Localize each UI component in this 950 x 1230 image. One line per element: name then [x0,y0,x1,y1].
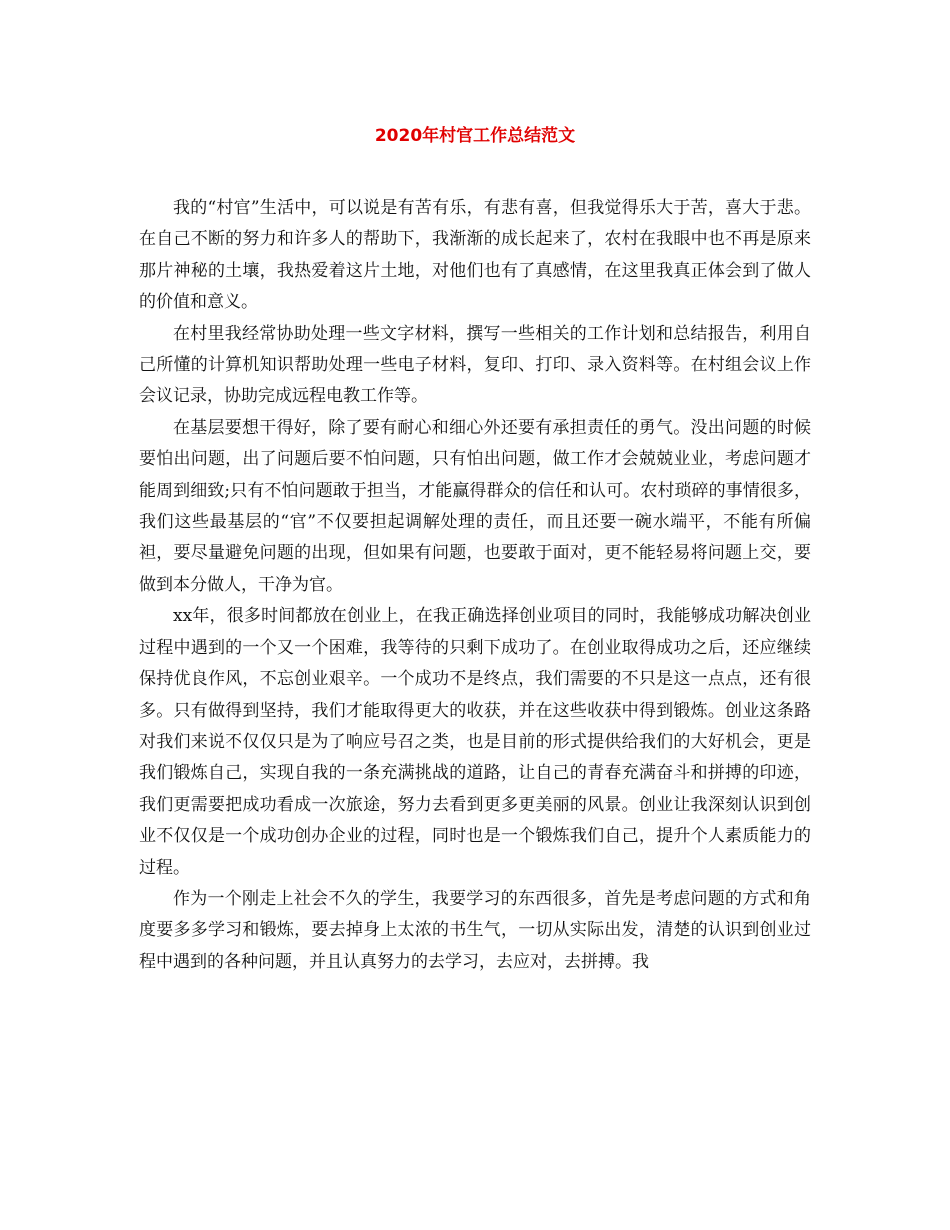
document-body [139,193,811,978]
paragraph-2: 在村里我经常协助处理一些文字材料，撰写一些相关的工作计划和总结报告，利用自己所懂的计算机知识帮助处理一些电子材料，复印、打印、录入资料等。在村组会议上作会议记录，协助完成远程电教工作等。 [139,323,811,407]
paragraph-1: 我的“村官”生活中，可以说是有苦有乐，有悲有喜，但我觉得乐大于苦，喜大于悲。在自己不断的努力和许多人的帮助下，我渐渐的成长起来了，农村在我眼中也不再是原来那片神秘的土壤，我热爱着这片土地，对他们也有了真感情，在这里我真正体会到了做人的价值和意义。 [139,198,811,313]
page-title: 2020年村官工作总结范文 [374,126,576,146]
paragraph-4: xx年，很多时间都放在创业上，在我正确选择创业项目的同时，我能够成功解决创业过程中遇到的一个又一个困难，我等待的只剩下成功了。在创业取得成功之后，还应继续保持优良作风，不忘创业艰辛。一个成功不是终点，我们需要的不只是这一点点，还有很多。只有做得到坚持，我们才能取得更大的收获，并在这些收获中得到锻炼。创业这条路对我们来说不仅仅只是为了响应号召之类，也是目前的形式提供给我们的大好机会，更是我们锻炼自己，实现自我的一条充满挑战的道路，让自己的青春充满奋斗和拼搏的印迹，我们更需要把成功看成一次旅途，努力去看到更多更美丽的风景。创业让我深刻认识到创业不仅仅是一个成功创办企业的过程，同时也是一个锻炼我们自己，提升个人素质能力的过程。 [139,606,811,878]
paragraph-3: 在基层要想干得好，除了要有耐心和细心外还要有承担责任的勇气。没出问题的时候要怕出问题，出了问题后要不怕问题，只有怕出问题，做工作才会兢兢业业，考虑问题才能周到细致;只有不怕问题敢于担当，才能赢得群众的信任和认可。农村琐碎的事情很多，我们这些最基层的“官”不仅要担起调解处理的责任，而且还要一碗水端平，不能有所偏袒，要尽量避免问题的出现，但如果有问题，也要敢于面对，更不能轻易将问题上交，要做到本分做人，干净为官。 [139,417,811,595]
paragraph-5: 作为一个刚走上社会不久的学生，我要学习的东西很多，首先是考虑问题的方式和角度要多多学习和锻炼，要去掉身上太浓的书生气，一切从实际出发，清楚的认识到创业过程中遇到的各种问题，并且认真努力的去学习，去应对，去拼搏。我 [139,888,811,972]
